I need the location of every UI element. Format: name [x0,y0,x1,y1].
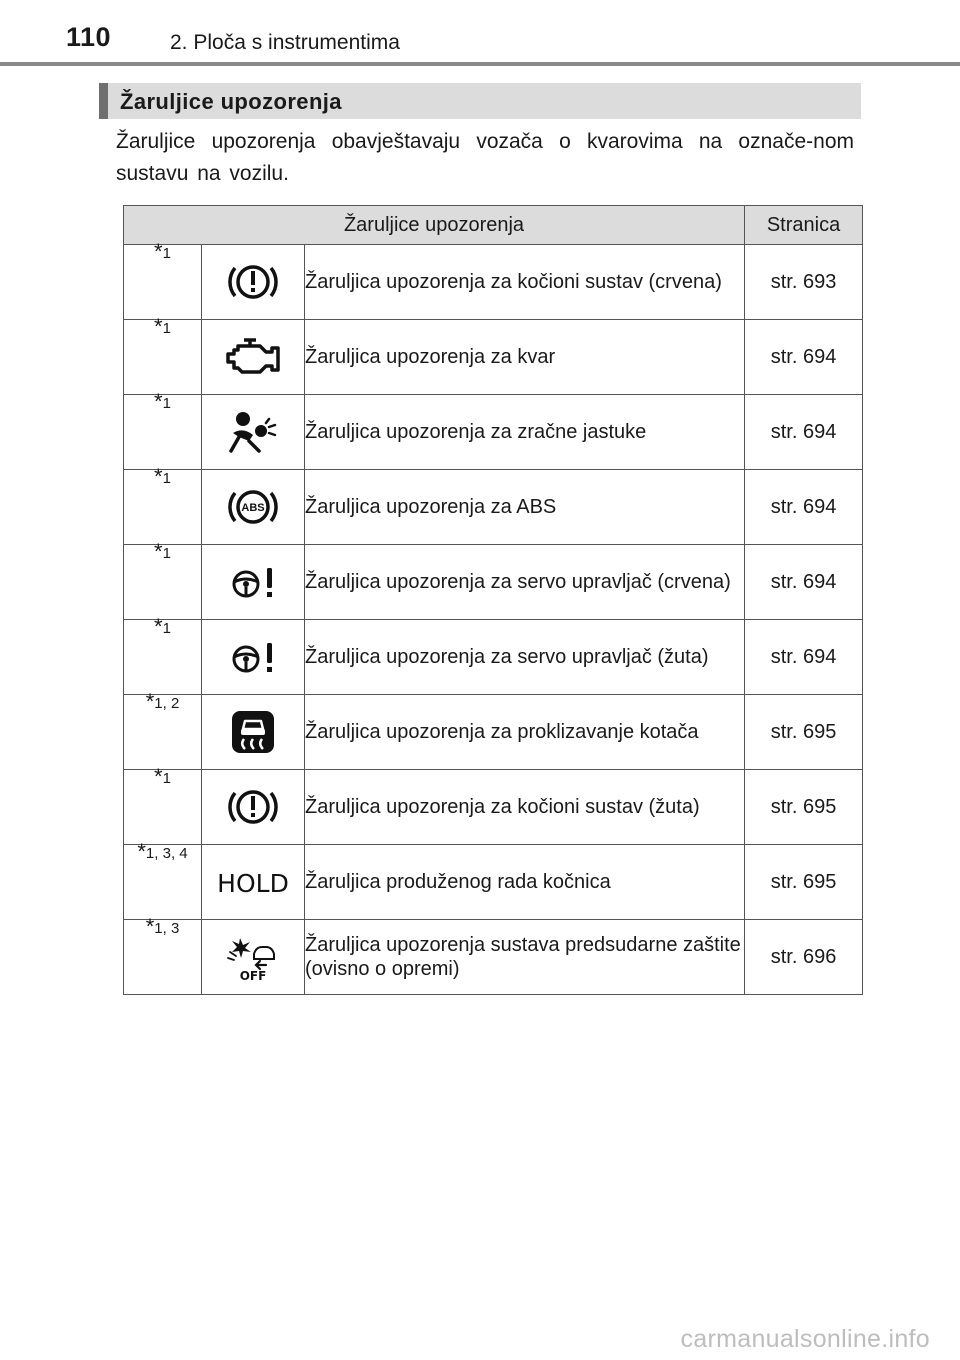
footnote-cell [124,539,202,620]
hold-icon-text: HOLD [217,869,289,898]
asterisk-icon: * [154,614,163,639]
footnote-ref: 1 [162,620,171,637]
brake-warning-icon [226,785,280,829]
asterisk-icon: * [154,764,163,789]
asterisk-icon: * [154,464,163,489]
table-row [124,845,863,920]
icon-cell [202,845,305,920]
page-reference: str. 694 [745,620,863,695]
footnote-ref: 1 [162,320,171,337]
icon-cell [202,620,305,695]
footnote-cell [124,464,202,545]
table-row [124,470,863,545]
footnote-ref: 1, 3, 4 [145,845,188,862]
light-description: Žaruljica produženog rada kočnica [305,845,745,920]
footnote-cell [124,614,202,695]
col-header-lights: Žaruljice upozorenja [124,206,745,245]
light-description: Žaruljica upozorenja za zračne jastuke [305,395,745,470]
page-reference: str. 695 [745,770,863,845]
light-description: Žaruljica upozorenja za servo upravljač (crvena) [305,545,745,620]
footnote-ref: 1, 2 [154,695,180,712]
footnote-ref: 1 [162,245,171,262]
hold-icon [213,865,293,899]
table-row [124,320,863,395]
engine-malfunction-icon [222,336,284,378]
table-row [124,920,863,995]
icon-cell [202,395,305,470]
footnote-ref: 1 [162,770,171,787]
asterisk-icon: * [137,839,146,864]
brake-warning-icon [226,260,280,304]
footnote-cell [124,839,202,920]
section-heading [99,83,861,119]
footnote-ref: 1 [162,545,171,562]
light-description: Žaruljica upozorenja za proklizavanje kotača [305,695,745,770]
table-row [124,395,863,470]
icon-cell [202,920,305,995]
airbag-icon [225,409,281,455]
page-number: 110 [66,22,112,52]
asterisk-icon: * [154,314,163,339]
icon-cell [202,470,305,545]
pcs-off-icon-text: OFF [239,969,267,982]
footnote-ref: 1 [162,470,171,487]
page-reference: str. 695 [745,845,863,920]
asterisk-icon: * [145,689,155,714]
footnote-ref: 1 [162,395,171,412]
watermark: carmanualsonline.info [680,1325,930,1353]
page-reference: str. 696 [745,920,863,995]
light-description: Žaruljica upozorenja za ABS [305,470,745,545]
asterisk-icon: * [154,389,163,414]
table-row [124,770,863,845]
page-reference: str. 693 [745,245,863,320]
icon-cell [202,695,305,770]
footnote-cell [124,239,202,320]
light-description: Žaruljica upozorenja za servo upravljač (žuta) [305,620,745,695]
light-description: Žaruljica upozorenja sustava predsudarne zaštite (ovisno o opremi) [305,920,745,995]
icon-cell [202,545,305,620]
asterisk-icon: * [154,539,163,564]
icon-cell [202,320,305,395]
svg-text:ABS: ABS [241,502,265,514]
light-description: Žaruljica upozorenja za kvar [305,320,745,395]
header-rule [0,62,960,66]
abs-icon [226,485,280,529]
page-reference: str. 694 [745,545,863,620]
footnote-cell [124,689,202,770]
footnote-cell [124,314,202,395]
page-reference: str. 694 [745,470,863,545]
table-row [124,695,863,770]
power-steering-icon [228,637,278,677]
icon-cell [202,245,305,320]
table-row [124,545,863,620]
table-row [124,620,863,695]
power-steering-icon [228,562,278,602]
page-reference: str. 695 [745,695,863,770]
section-title: Žaruljice upozorenja [120,89,342,114]
asterisk-icon: * [154,239,163,264]
footnote-cell [124,764,202,845]
chapter-title: 2. Ploča s instrumentima [170,31,400,54]
footnote-ref: 1, 3 [154,920,180,937]
slip-indicator-icon [230,709,276,755]
footnote-cell [124,914,202,995]
pcs-off-icon [226,932,280,982]
page-reference: str. 694 [745,320,863,395]
col-header-page: Stranica [745,206,863,245]
footnote-cell [124,389,202,470]
table-header-row [124,206,863,245]
icon-cell [202,770,305,845]
page-reference: str. 694 [745,395,863,470]
light-description: Žaruljica upozorenja za kočioni sustav (crvena) [305,245,745,320]
light-description: Žaruljica upozorenja za kočioni sustav (žuta) [305,770,745,845]
warning-lights-table [123,205,863,995]
table-row [124,245,863,320]
intro-paragraph: Žaruljice upozorenja obavještavaju vozača o kvarovima na označe-nom sustavu na vozilu. [116,130,854,185]
asterisk-icon: * [145,914,155,939]
page-header [0,0,960,68]
